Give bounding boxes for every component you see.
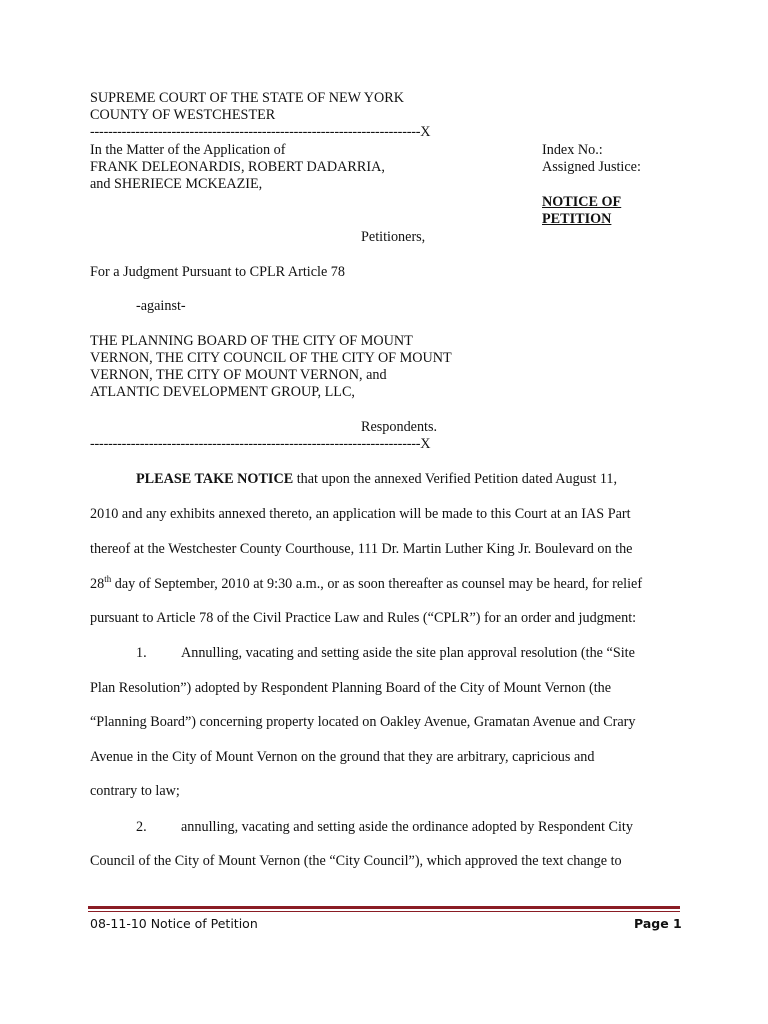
item-1-line-2: Plan Resolution”) adopted by Respondent Planning Board of the City of Mount Vernon (the [90,680,612,696]
matter-line-2: FRANK DELEONARDIS, ROBERT DADARRIA, [90,159,385,175]
item-1-line-5: contrary to law; [90,783,180,799]
item-1-number: 1. [136,645,147,661]
footer-rule-thin [88,911,680,912]
respondents-label: Respondents. [361,419,438,435]
notice-line-3: thereof at the Westchester County Courthouse, 111 Dr. Martin Luther King Jr. Boulevard on the [90,541,633,557]
caption-divider-bottom: -------------------------------------------------------------------------X [90,436,431,452]
item-1-line-1: Annulling, vacating and setting aside the site plan approval resolution (the “Site [181,645,635,661]
notice-line-2: 2010 and any exhibits annexed thereto, an application will be made to this Court at an IAS Part [90,506,631,522]
notice-line-1-text: that upon the annexed Verified Petition dated August 11, [293,471,618,487]
respondents-line-1: THE PLANNING BOARD OF THE CITY OF MOUNT [90,333,413,349]
matter-line-3: and SHERIECE MCKEAZIE, [90,176,263,192]
notice-lead-bold: PLEASE TAKE NOTICE [136,471,294,487]
county-name: COUNTY OF WESTCHESTER [90,107,276,123]
item-2-line-1: annulling, vacating and setting aside the ordinance adopted by Respondent City [181,819,633,835]
footer-page-number: Page 1 [634,916,682,931]
item-1-line-4: Avenue in the City of Mount Vernon on the ground that they are arbitrary, capricious and [90,749,595,765]
ordinal-suffix: th [104,574,112,584]
court-name: SUPREME COURT OF THE STATE OF NEW YORK [90,90,404,106]
judgment-line: For a Judgment Pursuant to CPLR Article 78 [90,264,345,280]
respondents-line-2: VERNON, THE CITY COUNCIL OF THE CITY OF MOUNT [90,350,452,366]
notice-line-5: pursuant to Article 78 of the Civil Practice Law and Rules (“CPLR”) for an order and judgment: [90,610,637,626]
petitioners-label: Petitioners, [361,229,426,245]
index-no-label: Index No.: [542,142,603,158]
matter-line-1: In the Matter of the Application of [90,142,286,158]
caption-divider-top: -------------------------------------------------------------------------X [90,124,431,140]
item-2-line-2: Council of the City of Mount Vernon (the “City Council”), which approved the text change to [90,853,622,869]
respondents-line-3: VERNON, THE CITY OF MOUNT VERNON, and [90,367,387,383]
item-1-line-3: “Planning Board”) concerning property located on Oakley Avenue, Gramatan Avenue and Crary [90,714,636,730]
respondents-line-4: ATLANTIC DEVELOPMENT GROUP, LLC, [90,384,355,400]
footer-rule-thick [88,906,680,909]
notice-line-4 [90,576,642,593]
notice-line-1 [136,471,617,488]
document-title-line-1: NOTICE OF [542,194,622,210]
notice-line-4-text: day of September, 2010 at 9:30 a.m., or as soon thereafter as counsel may be heard, for relief [111,576,643,592]
against-label: -against- [136,298,186,314]
assigned-justice-label: Assigned Justice: [542,159,641,175]
footer-document-label: 08-11-10 Notice of Petition [90,916,258,931]
hearing-day: 28 [90,576,105,592]
document-title-line-2: PETITION [542,211,612,227]
item-2-number: 2. [136,819,147,835]
